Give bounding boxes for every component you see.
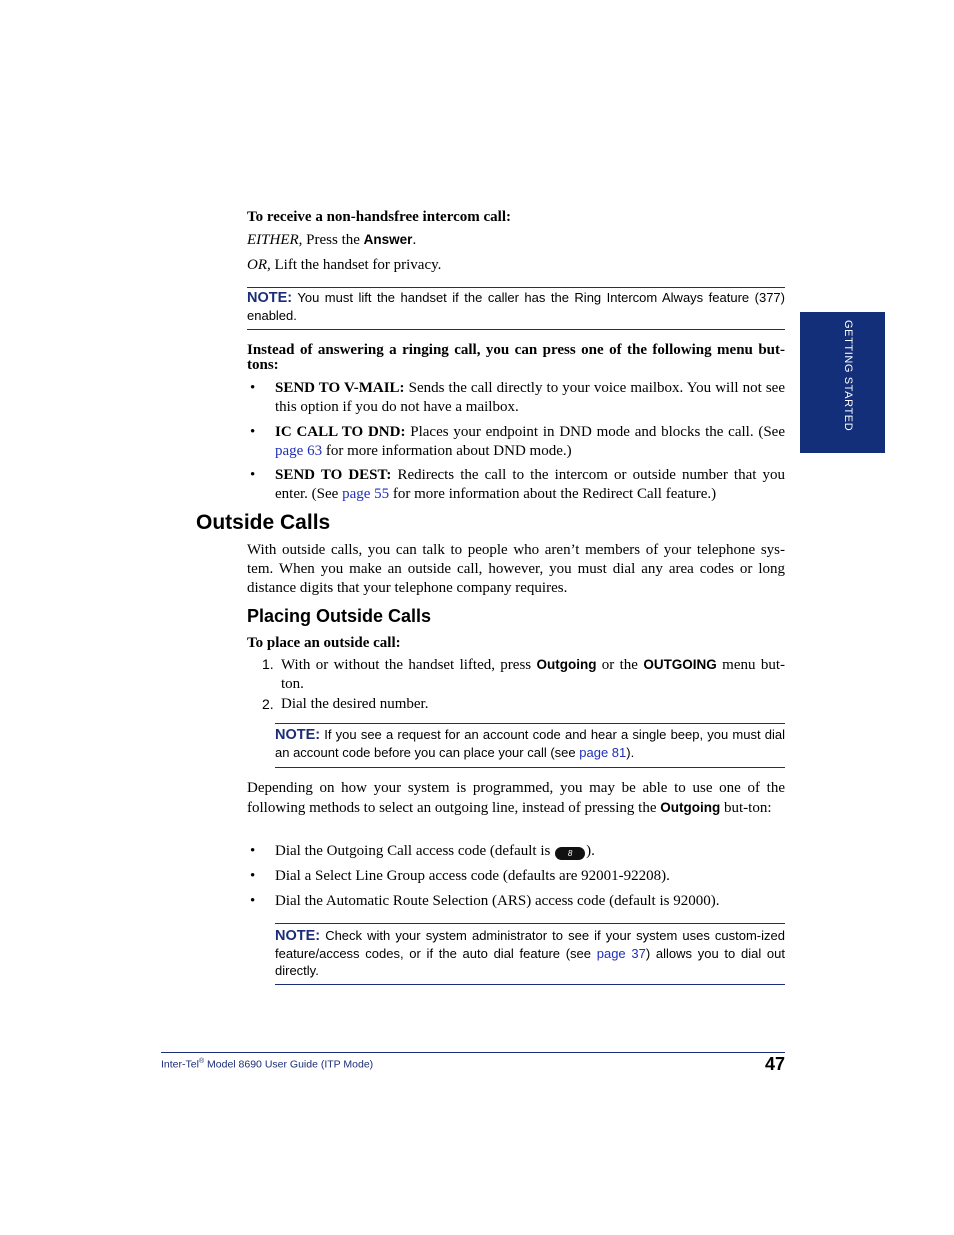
- note3-text-b: ) allows you to dial out directly.: [275, 946, 785, 978]
- note1-label: NOTE:: [247, 290, 293, 306]
- note1-top-rule: [247, 287, 785, 288]
- instead-item-3: [275, 466, 785, 504]
- step1-number: 1.: [262, 656, 274, 672]
- page-37-link[interactable]: page 37: [596, 946, 646, 961]
- bullet-1: •: [250, 380, 256, 396]
- either-text: Press the: [302, 232, 364, 248]
- page-63-link[interactable]: page 63: [275, 443, 323, 459]
- note3-label: NOTE:: [275, 928, 321, 944]
- footer-guide: Model 8690 User Guide (ITP Mode): [204, 1058, 374, 1071]
- note3-text-a: Check with your system administrator to see if your system uses custom-ized feature/access codes, or if the auto dial feature (see: [275, 928, 785, 961]
- step1: [281, 655, 785, 694]
- instead-item-1-text: Sends the call directly to your voice mailbox. You will not see this option if you do not have a mailbox.: [275, 380, 785, 415]
- note2-label: NOTE:: [275, 727, 321, 743]
- instead-item-1: [275, 379, 785, 417]
- method-bullet-1: •: [250, 843, 256, 859]
- method-item-1: [275, 842, 785, 861]
- footer-reg-mark: ®: [198, 1058, 205, 1065]
- receive-or: [247, 256, 441, 275]
- step1-b: or the: [596, 657, 644, 673]
- note2-text-b: ).: [626, 745, 635, 760]
- instead-item-3-text-a: Redirects the call to the intercom or outside number that you enter. (See: [275, 467, 785, 502]
- placing-title: Placing Outside Calls: [247, 606, 432, 626]
- placing-heading: To place an outside call:: [247, 635, 401, 651]
- receive-heading: To receive a non-handsfree intercom call:: [247, 209, 511, 225]
- outside-intro: With outside calls, you can talk to people who aren’t members of your telephone sys-tem. When you make an outside call, however, you must dial any area codes or long distance digits that your telephone company requires.: [247, 542, 785, 596]
- note2-top-rule: [275, 723, 785, 724]
- or-prefix: OR,: [247, 257, 271, 273]
- dial-8-key-icon: 8: [555, 847, 585, 860]
- depending-outgoing-key: Outgoing: [660, 800, 721, 815]
- method-bullet-3: •: [250, 893, 256, 909]
- bullet-3: •: [250, 467, 256, 483]
- page-number: 47: [764, 1054, 785, 1074]
- depending-paragraph: [247, 779, 785, 818]
- either-prefix: EITHER,: [247, 232, 303, 248]
- section-side-tab: [800, 312, 885, 453]
- footer-guide-title: [161, 1055, 373, 1072]
- instead-item-1-term: SEND TO V-MAIL:: [275, 380, 405, 396]
- outgoing-menu-key: OUTGOING: [643, 657, 717, 672]
- instead-item-2-text-b: for more information about DND mode.): [322, 443, 572, 459]
- outside-calls-title: Outside Calls: [196, 511, 331, 534]
- or-text: Lift the handset for privacy.: [270, 257, 442, 273]
- note2-text-a: If you see a request for an account code and hear a single beep, you must dial an account code before you can place your call (see: [275, 727, 785, 760]
- instead-item-2-text-a: Places your endpoint in DND mode and blocks the call. (See: [405, 424, 785, 440]
- side-tab-label: GETTING STARTED: [842, 320, 854, 432]
- note2: [275, 726, 785, 761]
- answer-key: Answer: [363, 232, 413, 247]
- step2: Dial the desired number.: [281, 696, 429, 712]
- footer-rule: [161, 1052, 785, 1053]
- page-81-link[interactable]: page 81: [579, 745, 627, 760]
- note1-bottom-rule: [247, 329, 785, 330]
- instead-heading: Instead of answering a ringing call, you can press one of the following menu but-tons:: [247, 342, 785, 373]
- method-item-3: Dial the Automatic Route Selection (ARS) access code (default is 92000).: [275, 893, 720, 909]
- receive-either: [247, 230, 416, 250]
- note1-text: You must lift the handset if the caller has the Ring Intercom Always feature (377) enabled.: [247, 290, 785, 323]
- instead-item-2-term: IC CALL TO DND:: [275, 424, 406, 440]
- outgoing-key: Outgoing: [536, 657, 597, 672]
- note3-bottom-rule: [275, 984, 785, 985]
- footer-brand: Inter-Tel: [161, 1058, 199, 1071]
- step1-c: menu but-ton.: [281, 657, 785, 692]
- note3: [275, 927, 785, 979]
- either-end: .: [412, 232, 417, 248]
- method-bullet-2: •: [250, 868, 256, 884]
- method-1-a: Dial the Outgoing Call access code (default is: [275, 843, 555, 859]
- method-1-b: ).: [586, 843, 595, 859]
- depending-text-b: but-ton:: [720, 800, 772, 816]
- note2-bottom-rule: [275, 767, 785, 768]
- step2-number: 2.: [262, 696, 274, 712]
- bullet-2: •: [250, 424, 256, 440]
- depending-text-a: Depending on how your system is programmed, you may be able to use one of the following methods to select an outgoing line, instead of pressing the: [247, 780, 785, 816]
- instead-item-3-term: SEND TO DEST:: [275, 467, 392, 483]
- step1-a: With or without the handset lifted, press: [281, 657, 537, 673]
- instead-item-3-text-b: for more information about the Redirect Call feature.): [389, 486, 717, 502]
- instead-item-2: [275, 423, 785, 461]
- page-55-link[interactable]: page 55: [342, 486, 390, 502]
- note1: [247, 289, 785, 324]
- method-item-2: Dial a Select Line Group access code (defaults are 92001-92208).: [275, 868, 670, 884]
- note3-top-rule: [275, 923, 785, 924]
